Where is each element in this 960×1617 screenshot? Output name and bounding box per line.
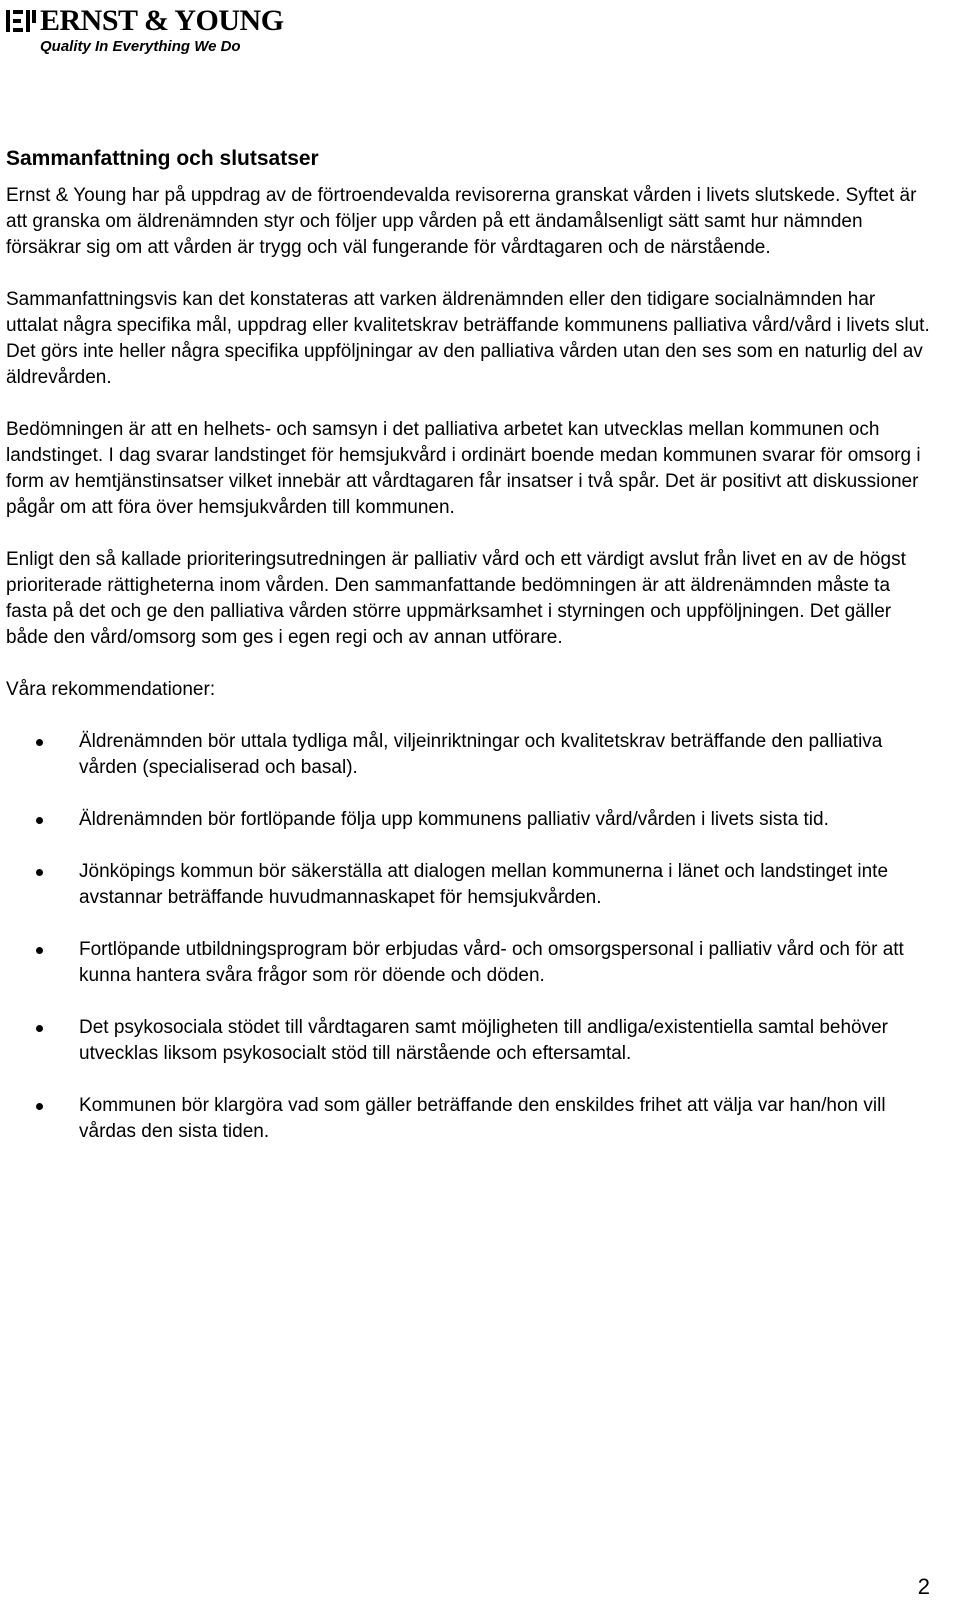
logo-tagline: Quality In Everything We Do [40,38,241,55]
bullet-icon [36,1025,43,1032]
recommendation-text: Jönköpings kommun bör säkerställa att dialogen mellan kommunerna i länet och landstinget inte avstannar beträffande huvudmannaskapet för hemsjukvården. [79,861,889,908]
bullet-icon [36,869,43,876]
recommendations-intro: Våra rekommendationer: [6,679,216,700]
recommendation-item [6,807,931,833]
paragraph-3: Bedömningen är att en helhets- och samsyn i det palliativa arbetet kan utvecklas mellan kommunen och landstinget. I dag svarar landstinget för hemsjukvård i ordinärt boende medan kommunen svarar för omsorg i form av hemtjänstinsatser vilket innebär att vårdtagaren får insatser i två spår. Det är positivt att diskussioner pågår om att föra över hemsjukvården till kommunen. [6,419,921,518]
section-heading: Sammanfattning och slutsatser [6,147,319,170]
bullet-icon [36,739,43,746]
recommendation-item [6,729,931,781]
recommendation-item [6,937,931,989]
recommendation-item [6,1093,931,1145]
paragraph-2: Sammanfattningsvis kan det konstateras att varken äldrenämnden eller den tidigare socialnämnden har uttalat några specifika mål, uppdrag eller kvalitetskrav beträffande kommunens palliativa vård/vård i livets slut. Det görs inte heller några specifika uppföljningar av den palliativa vården utan den ses som en naturlig del av äldrevården. [6,289,930,388]
paragraph-1: Ernst & Young har på uppdrag av de förtroendevalda revisorerna granskat vården i livets slutskede. Syftet är att granska om äldrenämnden styr och följer upp vården på ett ändamålsenligt sätt samt hur nämnden försäkrar sig om att vården är trygg och väl fungerande för vårdtagaren och de närstående. [6,185,917,258]
recommendation-item [6,859,931,911]
recommendation-text: Äldrenämnden bör uttala tydliga mål, viljeinriktningar och kvalitetskrav beträffande den palliativa vården (specialiserad och basal). [79,731,883,778]
document-body [6,146,931,1171]
ernst-young-logo-mark-icon [6,8,36,34]
bullet-icon [36,1103,43,1110]
company-logo [6,4,284,58]
paragraph-4: Enligt den så kallade prioriteringsutredningen är palliativ vård och ett värdigt avslut från livet en av de högst prioriterade rättigheterna inom vården. Den sammanfattande bedömningen är att äldrenämnden måste ta fasta på det och ge den palliativa vården större uppmärksamhet i styrningen och uppföljningen. Det gäller både den vård/omsorg som ges i egen regi och av annan utförare. [6,549,906,648]
bullet-icon [36,817,43,824]
recommendation-text: Äldrenämnden bör fortlöpande följa upp kommunens palliativ vård/vården i livets sista tid. [79,809,829,830]
page-number: 2 [917,1574,930,1599]
recommendation-text: Det psykosociala stödet till vårdtagaren samt möjligheten till andliga/existentiella samtal behöver utvecklas liksom psykosocialt stöd till närstående och eftersamtal. [79,1017,888,1064]
recommendation-item [6,1015,931,1067]
recommendation-text: Fortlöpande utbildningsprogram bör erbjudas vård- och omsorgspersonal i palliativ vård och för att kunna hantera svåra frågor som rör döende och döden. [79,939,904,986]
bullet-icon [36,947,43,954]
recommendations-list [6,729,931,1145]
logo-wordmark: ERNST & YOUNG [40,4,284,37]
recommendation-text: Kommunen bör klargöra vad som gäller beträffande den enskildes frihet att välja var han/hon vill vårdas den sista tiden. [79,1095,886,1142]
